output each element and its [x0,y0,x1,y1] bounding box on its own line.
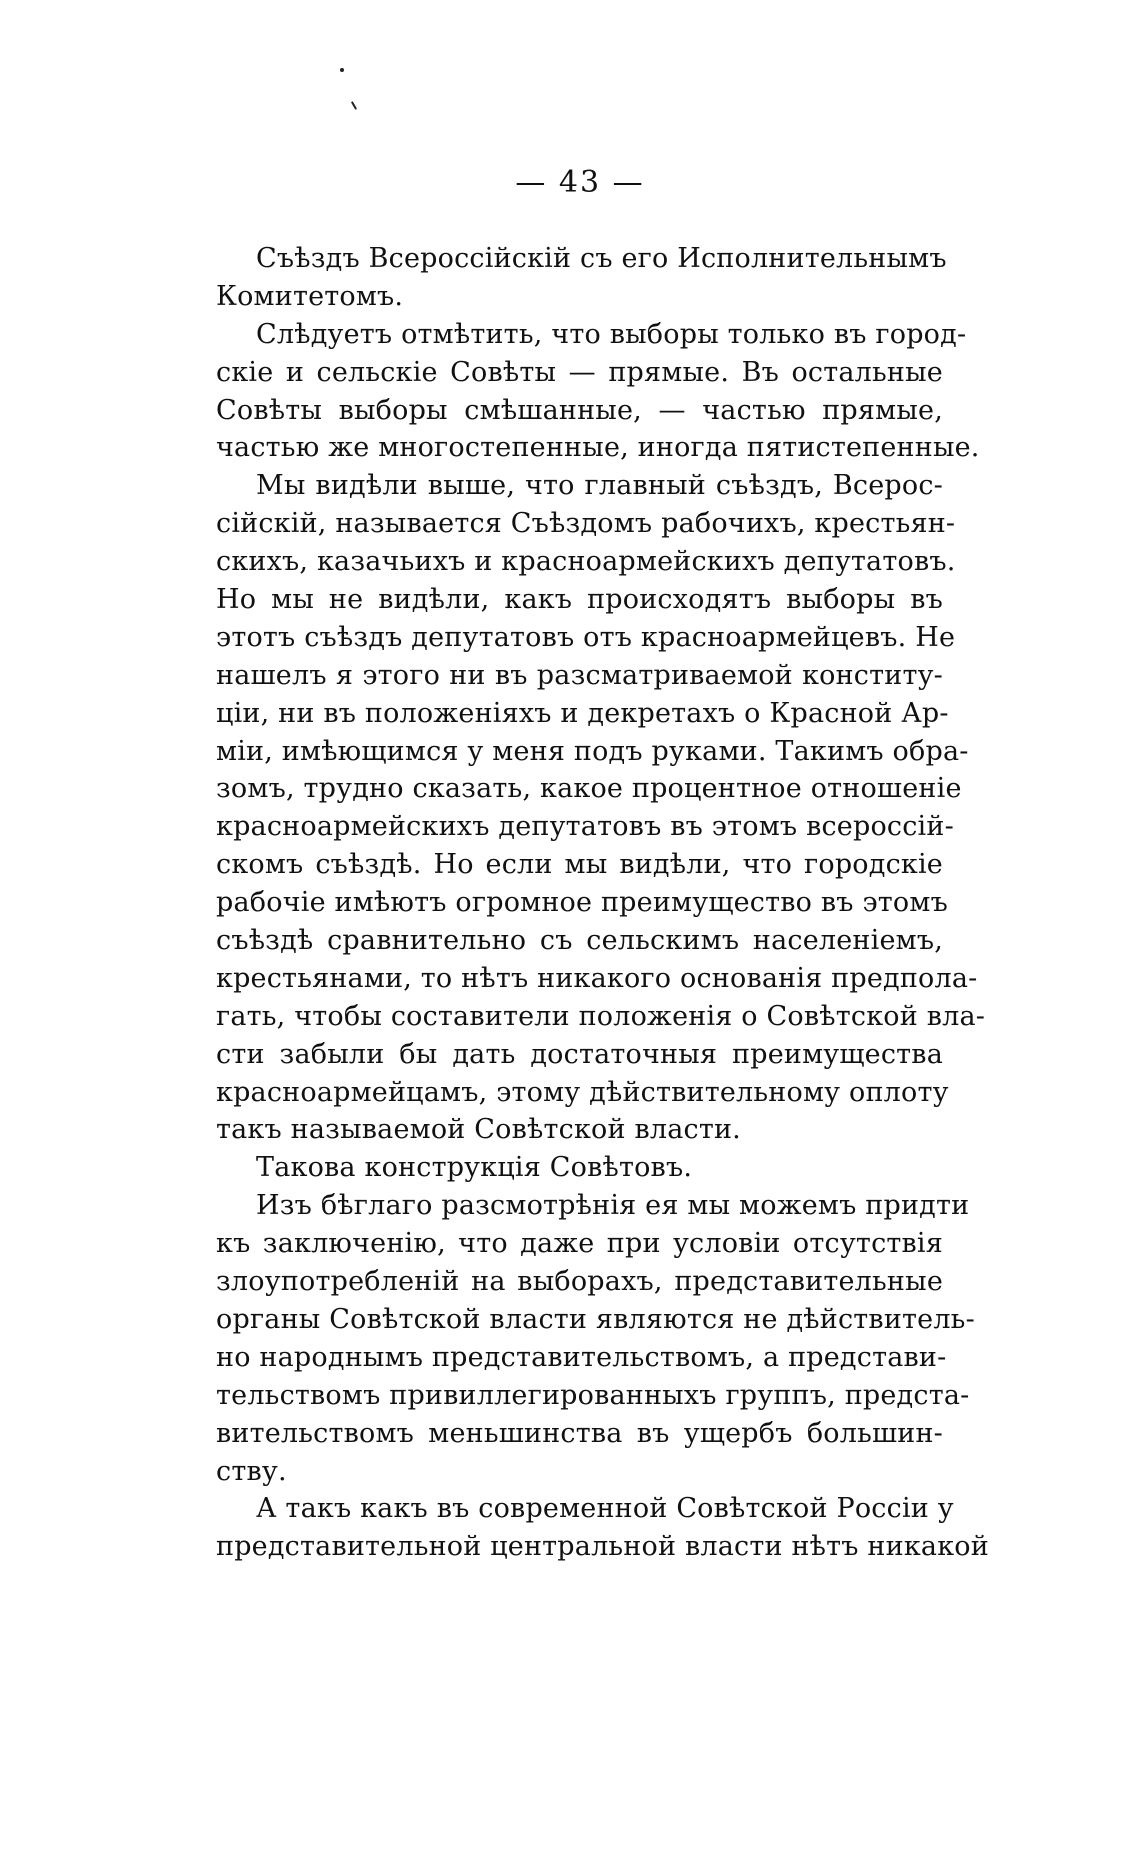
text-line: тельствомъ привиллегированныхъ группъ, предста- [216,1379,970,1411]
text-line: съѣздѣ сравнительно съ сельскимъ населеніемъ, [216,925,943,957]
text-line: Мы видѣли выше, что главный съѣздъ, Всерос- [256,470,943,502]
text-line: Такова конструкція Совѣтовъ. [256,1152,693,1184]
text-line: скихъ, казачьихъ и красноармейскихъ депутатовъ. [216,546,956,578]
text-line: гать, чтобы составители положенія о Совѣтской вла- [216,1000,986,1032]
text-line: скіе и сельскіе Совѣты — прямые. Въ остальные [216,356,943,388]
text-line: ціи, ни въ положеніяхъ и декретахъ о Красной Ар- [216,697,949,729]
text-line: такъ называемой Совѣтской власти. [216,1114,741,1146]
text-line: вительствомъ меньшинства въ ущербъ большин- [216,1417,943,1449]
text-line: скомъ съѣздѣ. Но если мы видѣли, что городскіе [216,849,943,881]
text-line: ству. [216,1455,287,1487]
text-line: Слѣдуетъ отмѣтить, что выборы только въ город- [256,318,967,350]
text-line: крестьянами, то нѣтъ никакого основанія предпола- [216,962,978,994]
text-line: злоупотребленій на выборахъ, представительные [216,1266,943,1298]
text-line: Совѣты выборы смѣшанные, — частью прямые, [216,394,943,426]
text-line: Изъ бѣглаго разсмотрѣнія ея мы можемъ придти [256,1190,970,1222]
text-line: сійскій, называется Съѣздомъ рабочихъ, крестьян- [216,508,956,540]
text-line: къ заключенію, что даже при условіи отсутствія [216,1228,943,1260]
text-line: Но мы не видѣли, какъ происходятъ выборы въ [216,584,943,616]
text-line: этотъ съѣздъ депутатовъ отъ красноармейцевъ. Не [216,621,956,653]
text-line: А такъ какъ въ современной Совѣтской Россіи у [256,1493,954,1525]
text-line: зомъ, трудно сказать, какое процентное отношеніе [216,773,962,805]
text-line: представительной центральной власти нѣтъ никакой [216,1531,989,1563]
text-line: нашелъ я этого ни въ разсматриваемой конститу- [216,659,943,691]
body-text [216,240,989,1566]
text-line: Съѣздъ Всероссійскій съ его Исполнительнымъ [256,243,947,274]
text-line: частью же многостепенные, иногда пятистепенные. [216,432,980,464]
text-line: органы Совѣтской власти являются не дѣйствитель- [216,1303,975,1335]
text-line: рабочіе имѣютъ огромное преимущество въ этомъ [216,887,948,919]
text-line: но народнымъ представительствомъ, а представи- [216,1341,947,1373]
text-line: красноармейцамъ, этому дѣйствительному оплоту [216,1076,949,1108]
text-line: сти забыли бы дать достаточныя преимущества [216,1038,943,1070]
text-line: Комитетомъ. [216,280,404,312]
ink-speck [351,101,357,110]
page-number: — 43 — [515,165,645,200]
text-line: міи, имѣющимся у меня подъ руками. Такимъ обра- [216,735,969,767]
ink-speck [340,68,344,72]
text-line: красноармейскихъ депутатовъ въ этомъ всероссій- [216,811,954,843]
